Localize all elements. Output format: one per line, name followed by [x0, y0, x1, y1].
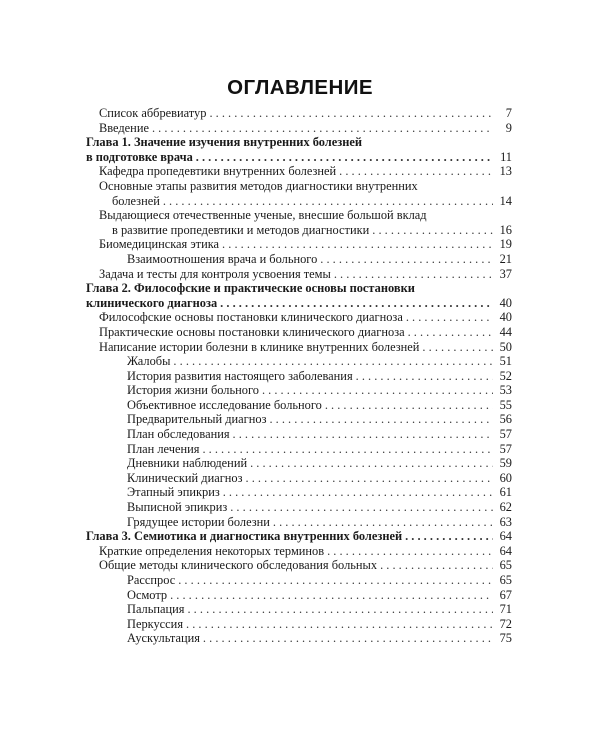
leader-dots [408, 325, 493, 340]
toc-page-number: 67 [499, 587, 512, 602]
toc-page-number: 65 [499, 558, 512, 573]
toc-entry-title: Выписной эпикриз [127, 500, 228, 515]
toc-page-number: 61 [499, 485, 512, 500]
toc-page-number: 40 [499, 295, 512, 310]
toc-page-number: 65 [499, 573, 512, 587]
toc-entry-title: История жизни больного [127, 383, 259, 398]
toc-page-number: 40 [499, 310, 512, 325]
leader-dots [339, 164, 493, 179]
page-title: ОГЛАВЛЕНИЕ [227, 76, 373, 99]
toc-entry [86, 544, 512, 559]
toc-entry-title: Написание истории болезни в клинике внутренних болезней [99, 339, 420, 354]
leader-dots [422, 340, 493, 355]
toc-entry [86, 194, 512, 209]
toc-entry [86, 296, 512, 311]
toc-page-number: 64 [499, 529, 512, 544]
leader-dots [152, 121, 493, 136]
toc-page-number: 16 [499, 222, 512, 237]
toc-entry-title: в развитие пропедевтики и методов диагностики [112, 222, 370, 237]
toc-entry [86, 369, 512, 384]
toc-page-number: 14 [499, 193, 512, 208]
leader-dots [327, 544, 493, 559]
toc-entry-title: Выдающиеся отечественные ученые, внесшие большой вклад [99, 208, 427, 223]
leader-dots [196, 150, 493, 165]
toc-entry-title: Перкуссия [127, 616, 184, 631]
toc-entry-title: Основные этапы развития методов диагностики внутренних [99, 178, 418, 193]
toc-entry-title: Осмотр [127, 587, 168, 602]
toc-entry-title: История развития настоящего заболевания [127, 368, 353, 383]
toc-entry [86, 588, 512, 603]
toc-entry-title: Дневники наблюдений [127, 456, 248, 471]
toc-entry [86, 383, 512, 398]
toc-entry [86, 150, 512, 165]
toc-entry-title: болезней [112, 193, 160, 208]
toc-page-number: 64 [499, 543, 512, 558]
toc-entry [86, 252, 512, 267]
leader-dots [405, 529, 493, 544]
leader-dots [233, 427, 493, 442]
leader-dots [273, 515, 493, 530]
toc-entry [86, 442, 512, 457]
toc-entry [86, 106, 512, 121]
toc-entry-title: Общие методы клинического обследования больных [99, 558, 378, 573]
toc-entry-title: План обследования [127, 427, 230, 442]
toc-entry-title: Этапный эпикриз [127, 485, 220, 500]
toc-page-number: 62 [499, 500, 512, 515]
toc-entry [86, 340, 512, 355]
table-of-contents [86, 106, 512, 646]
leader-dots [178, 573, 493, 588]
leader-dots [173, 354, 493, 369]
leader-dots [230, 500, 493, 515]
toc-entry [86, 121, 512, 136]
toc-entry [86, 471, 512, 486]
toc-page-number: 50 [499, 339, 512, 354]
leader-dots [262, 383, 493, 398]
leader-dots [163, 194, 493, 209]
toc-page-number: 55 [499, 397, 512, 412]
toc-entry-title: Глава 3. Семиотика и диагностика внутренних болезней [86, 529, 403, 544]
leader-dots [209, 106, 493, 121]
toc-page-number: 57 [499, 427, 512, 442]
toc-entry [86, 310, 512, 325]
toc-entry-title: Клинический диагноз [127, 470, 243, 485]
toc-page-number: 75 [499, 631, 512, 646]
toc-page-number: 19 [499, 237, 512, 252]
leader-dots [202, 442, 493, 457]
toc-page-number: 63 [499, 514, 512, 529]
toc-page-number: 7 [505, 106, 512, 120]
toc-entry [86, 164, 512, 179]
toc-entry-title: Список аббревиатур [99, 106, 207, 120]
toc-entry-title: Практические основы постановки клинического диагноза [99, 324, 405, 339]
toc-page-number: 9 [505, 120, 512, 135]
toc-entry [86, 325, 512, 340]
toc-page-number: 57 [499, 441, 512, 456]
leader-dots [170, 588, 493, 603]
toc-entry [86, 354, 512, 369]
toc-entry-title: Задача и тесты для контроля усвоения темы [99, 266, 331, 281]
toc-page-number: 59 [499, 456, 512, 471]
toc-entry [86, 529, 512, 544]
toc-entry [86, 602, 512, 617]
toc-entry-title: Предварительный диагноз [127, 412, 267, 427]
toc-entry [86, 456, 512, 471]
toc-entry-title: Аускультация [127, 631, 200, 646]
toc-entry-title: клинического диагноза [86, 295, 218, 310]
leader-dots [380, 558, 493, 573]
toc-entry [86, 223, 512, 238]
toc-page-number: 56 [499, 412, 512, 427]
toc-entry [86, 631, 512, 646]
leader-dots [334, 267, 493, 282]
toc-page-number: 11 [500, 149, 512, 164]
toc-entry [86, 267, 512, 282]
toc-entry-title: Взаимоотношения врача и больного [127, 251, 318, 266]
leader-dots [223, 485, 493, 500]
leader-dots [250, 456, 493, 471]
toc-entry [86, 558, 512, 573]
toc-page-number: 13 [499, 164, 512, 179]
toc-page-number: 44 [499, 324, 512, 339]
toc-entry-title: Пальпация [127, 602, 185, 617]
leader-dots [320, 252, 493, 267]
toc-entry [86, 398, 512, 413]
toc-page-number: 52 [499, 368, 512, 383]
leader-dots [269, 412, 493, 427]
toc-page-number: 72 [499, 616, 512, 631]
leader-dots [187, 602, 493, 617]
toc-entry-title: Философские основы постановки клинического диагноза [99, 310, 403, 325]
leader-dots [325, 398, 493, 413]
toc-page-number: 53 [499, 383, 512, 398]
toc-page-number: 51 [499, 354, 512, 369]
toc-page-number: 71 [499, 602, 512, 617]
toc-entry-title: в подготовке врача [86, 149, 193, 164]
toc-entry-title: Грядущее истории болезни [127, 514, 270, 529]
toc-entry-title: Объективное исследование больного [127, 397, 322, 412]
leader-dots [203, 631, 493, 646]
toc-entry [86, 412, 512, 427]
toc-entry-title: Кафедра пропедевтики внутренних болезней [99, 164, 337, 179]
leader-dots [356, 369, 493, 384]
leader-dots [246, 471, 494, 486]
toc-entry [86, 500, 512, 515]
toc-entry [86, 573, 512, 588]
toc-entry-title: Биомедицинская этика [99, 237, 220, 252]
toc-entry [86, 485, 512, 500]
toc-page-number: 60 [499, 470, 512, 485]
toc-entry-title: План лечения [127, 441, 200, 456]
leader-dots [222, 237, 493, 252]
toc-entry [86, 427, 512, 442]
leader-dots [186, 617, 493, 632]
chapter-heading: Глава 2. Философские и практические основы постановки [86, 281, 415, 296]
toc-entry [86, 515, 512, 530]
chapter-heading: Глава 1. Значение изучения внутренних болезней [86, 135, 363, 150]
toc-page-number: 21 [499, 251, 512, 266]
toc-entry [86, 617, 512, 632]
toc-entry-title: Расспрос [127, 573, 176, 587]
leader-dots [406, 310, 493, 325]
toc-page-number: 37 [499, 266, 512, 281]
leader-dots [220, 296, 493, 311]
toc-entry [86, 237, 512, 252]
toc-entry-title: Введение [99, 120, 149, 135]
toc-entry-title: Жалобы [127, 354, 171, 369]
toc-entry-title: Краткие определения некоторых терминов [99, 543, 325, 558]
leader-dots [372, 223, 493, 238]
